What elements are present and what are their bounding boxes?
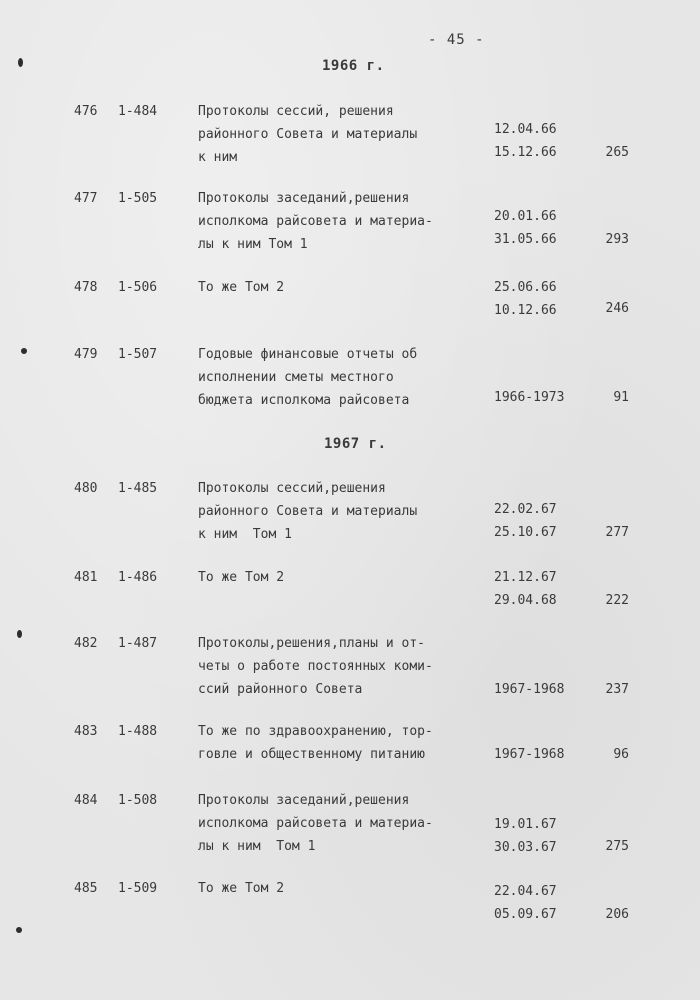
- date-line: 30.03.67: [494, 840, 557, 855]
- description-line: Протоколы сессий,решения: [198, 481, 386, 496]
- entry-description: [198, 191, 478, 260]
- date-line: 22.04.67: [494, 884, 557, 899]
- entry-description: [198, 280, 478, 303]
- punch-mark: [17, 630, 22, 638]
- description-line: Протоколы заседаний,решения: [198, 793, 410, 808]
- date-line: 1967-1968: [494, 747, 565, 762]
- entry-code: 1-486: [118, 570, 158, 585]
- entry-dates: [494, 209, 557, 255]
- description-line: Годовые финансовые отчеты об: [198, 347, 418, 362]
- entry-code: 1-509: [118, 881, 158, 896]
- entry-number: 477: [74, 191, 98, 206]
- entry-dates: [494, 570, 557, 616]
- entry-description: [198, 636, 478, 705]
- entry-number: 479: [74, 347, 98, 362]
- entry-description: [198, 347, 478, 416]
- entry-dates: [494, 390, 564, 413]
- date-line: 12.04.66: [494, 122, 557, 137]
- entry-sheets: 293: [605, 232, 629, 247]
- date-line: 1967-1968: [494, 682, 565, 697]
- entry-sheets: 91: [613, 390, 629, 405]
- date-line: 15.12.66: [494, 145, 557, 160]
- date-line: 1966-1973: [494, 390, 565, 405]
- entry-dates: [494, 817, 557, 863]
- entry-dates: [494, 122, 557, 168]
- description-line: То же Том 2: [198, 280, 285, 295]
- entry-code: 1-506: [118, 280, 158, 295]
- entry-dates: [494, 884, 557, 930]
- entry-sheets: 96: [613, 747, 629, 762]
- entry-code: 1-507: [118, 347, 158, 362]
- description-line: к ним Том 1: [198, 527, 292, 542]
- date-line: 21.12.67: [494, 570, 557, 585]
- punch-mark: [21, 348, 27, 354]
- description-line: лы к ним Том 1: [198, 237, 308, 252]
- punch-mark: [16, 927, 22, 933]
- description-line: То же по здравоохранению, тор-: [198, 724, 433, 739]
- description-line: говле и общественному питанию: [198, 747, 425, 762]
- entry-number: 483: [74, 724, 98, 739]
- description-line: районного Совета и материалы: [198, 127, 418, 142]
- entry-dates: [494, 747, 564, 770]
- entry-description: [198, 881, 478, 904]
- description-line: лы к ним Том 1: [198, 839, 316, 854]
- entry-description: [198, 793, 478, 862]
- date-line: 31.05.66: [494, 232, 557, 247]
- entry-number: 476: [74, 104, 98, 119]
- entry-code: 1-505: [118, 191, 158, 206]
- description-line: районного Совета и материалы: [198, 504, 418, 519]
- entry-sheets: 246: [605, 301, 629, 316]
- entry-number: 480: [74, 481, 98, 496]
- date-line: 20.01.66: [494, 209, 557, 224]
- entry-code: 1-484: [118, 104, 158, 119]
- entry-number: 484: [74, 793, 98, 808]
- description-line: ссий районного Совета: [198, 682, 363, 697]
- entry-sheets: 275: [605, 839, 629, 854]
- entry-description: [198, 481, 478, 550]
- description-line: бюджета исполкома райсовета: [198, 393, 410, 408]
- entry-code: 1-508: [118, 793, 158, 808]
- entry-sheets: 206: [605, 907, 629, 922]
- entry-description: [198, 570, 478, 593]
- page-number: - 45 -: [428, 32, 485, 48]
- date-line: 22.02.67: [494, 502, 557, 517]
- entry-number: 485: [74, 881, 98, 896]
- entry-description: [198, 104, 478, 173]
- entry-description: [198, 724, 478, 770]
- description-line: исполкома райсовета и материа-: [198, 816, 433, 831]
- entry-sheets: 237: [605, 682, 629, 697]
- date-line: 19.01.67: [494, 817, 557, 832]
- description-line: Протоколы,решения,планы и от-: [198, 636, 425, 651]
- entry-code: 1-485: [118, 481, 158, 496]
- description-line: четы о работе постоянных коми-: [198, 659, 433, 674]
- entry-number: 478: [74, 280, 98, 295]
- entry-dates: [494, 502, 557, 548]
- description-line: Протоколы сессий, решения: [198, 104, 394, 119]
- description-line: То же Том 2: [198, 570, 285, 585]
- date-line: 25.06.66: [494, 280, 557, 295]
- description-line: к ним: [198, 150, 238, 165]
- year-heading: 1966 г.: [322, 58, 385, 74]
- entry-sheets: 222: [605, 593, 629, 608]
- description-line: исполнении сметы местного: [198, 370, 394, 385]
- entry-code: 1-488: [118, 724, 158, 739]
- date-line: 25.10.67: [494, 525, 557, 540]
- entry-number: 481: [74, 570, 98, 585]
- date-line: 29.04.68: [494, 593, 557, 608]
- punch-mark: [18, 58, 23, 67]
- description-line: исполкома райсовета и материа-: [198, 214, 433, 229]
- entry-sheets: 277: [605, 525, 629, 540]
- entry-sheets: 265: [605, 145, 629, 160]
- description-line: Протоколы заседаний,решения: [198, 191, 410, 206]
- entry-dates: [494, 280, 557, 326]
- date-line: 05.09.67: [494, 907, 557, 922]
- entry-dates: [494, 682, 564, 705]
- entry-code: 1-487: [118, 636, 158, 651]
- year-heading: 1967 г.: [324, 436, 387, 452]
- entry-number: 482: [74, 636, 98, 651]
- date-line: 10.12.66: [494, 303, 557, 318]
- description-line: То же Том 2: [198, 881, 285, 896]
